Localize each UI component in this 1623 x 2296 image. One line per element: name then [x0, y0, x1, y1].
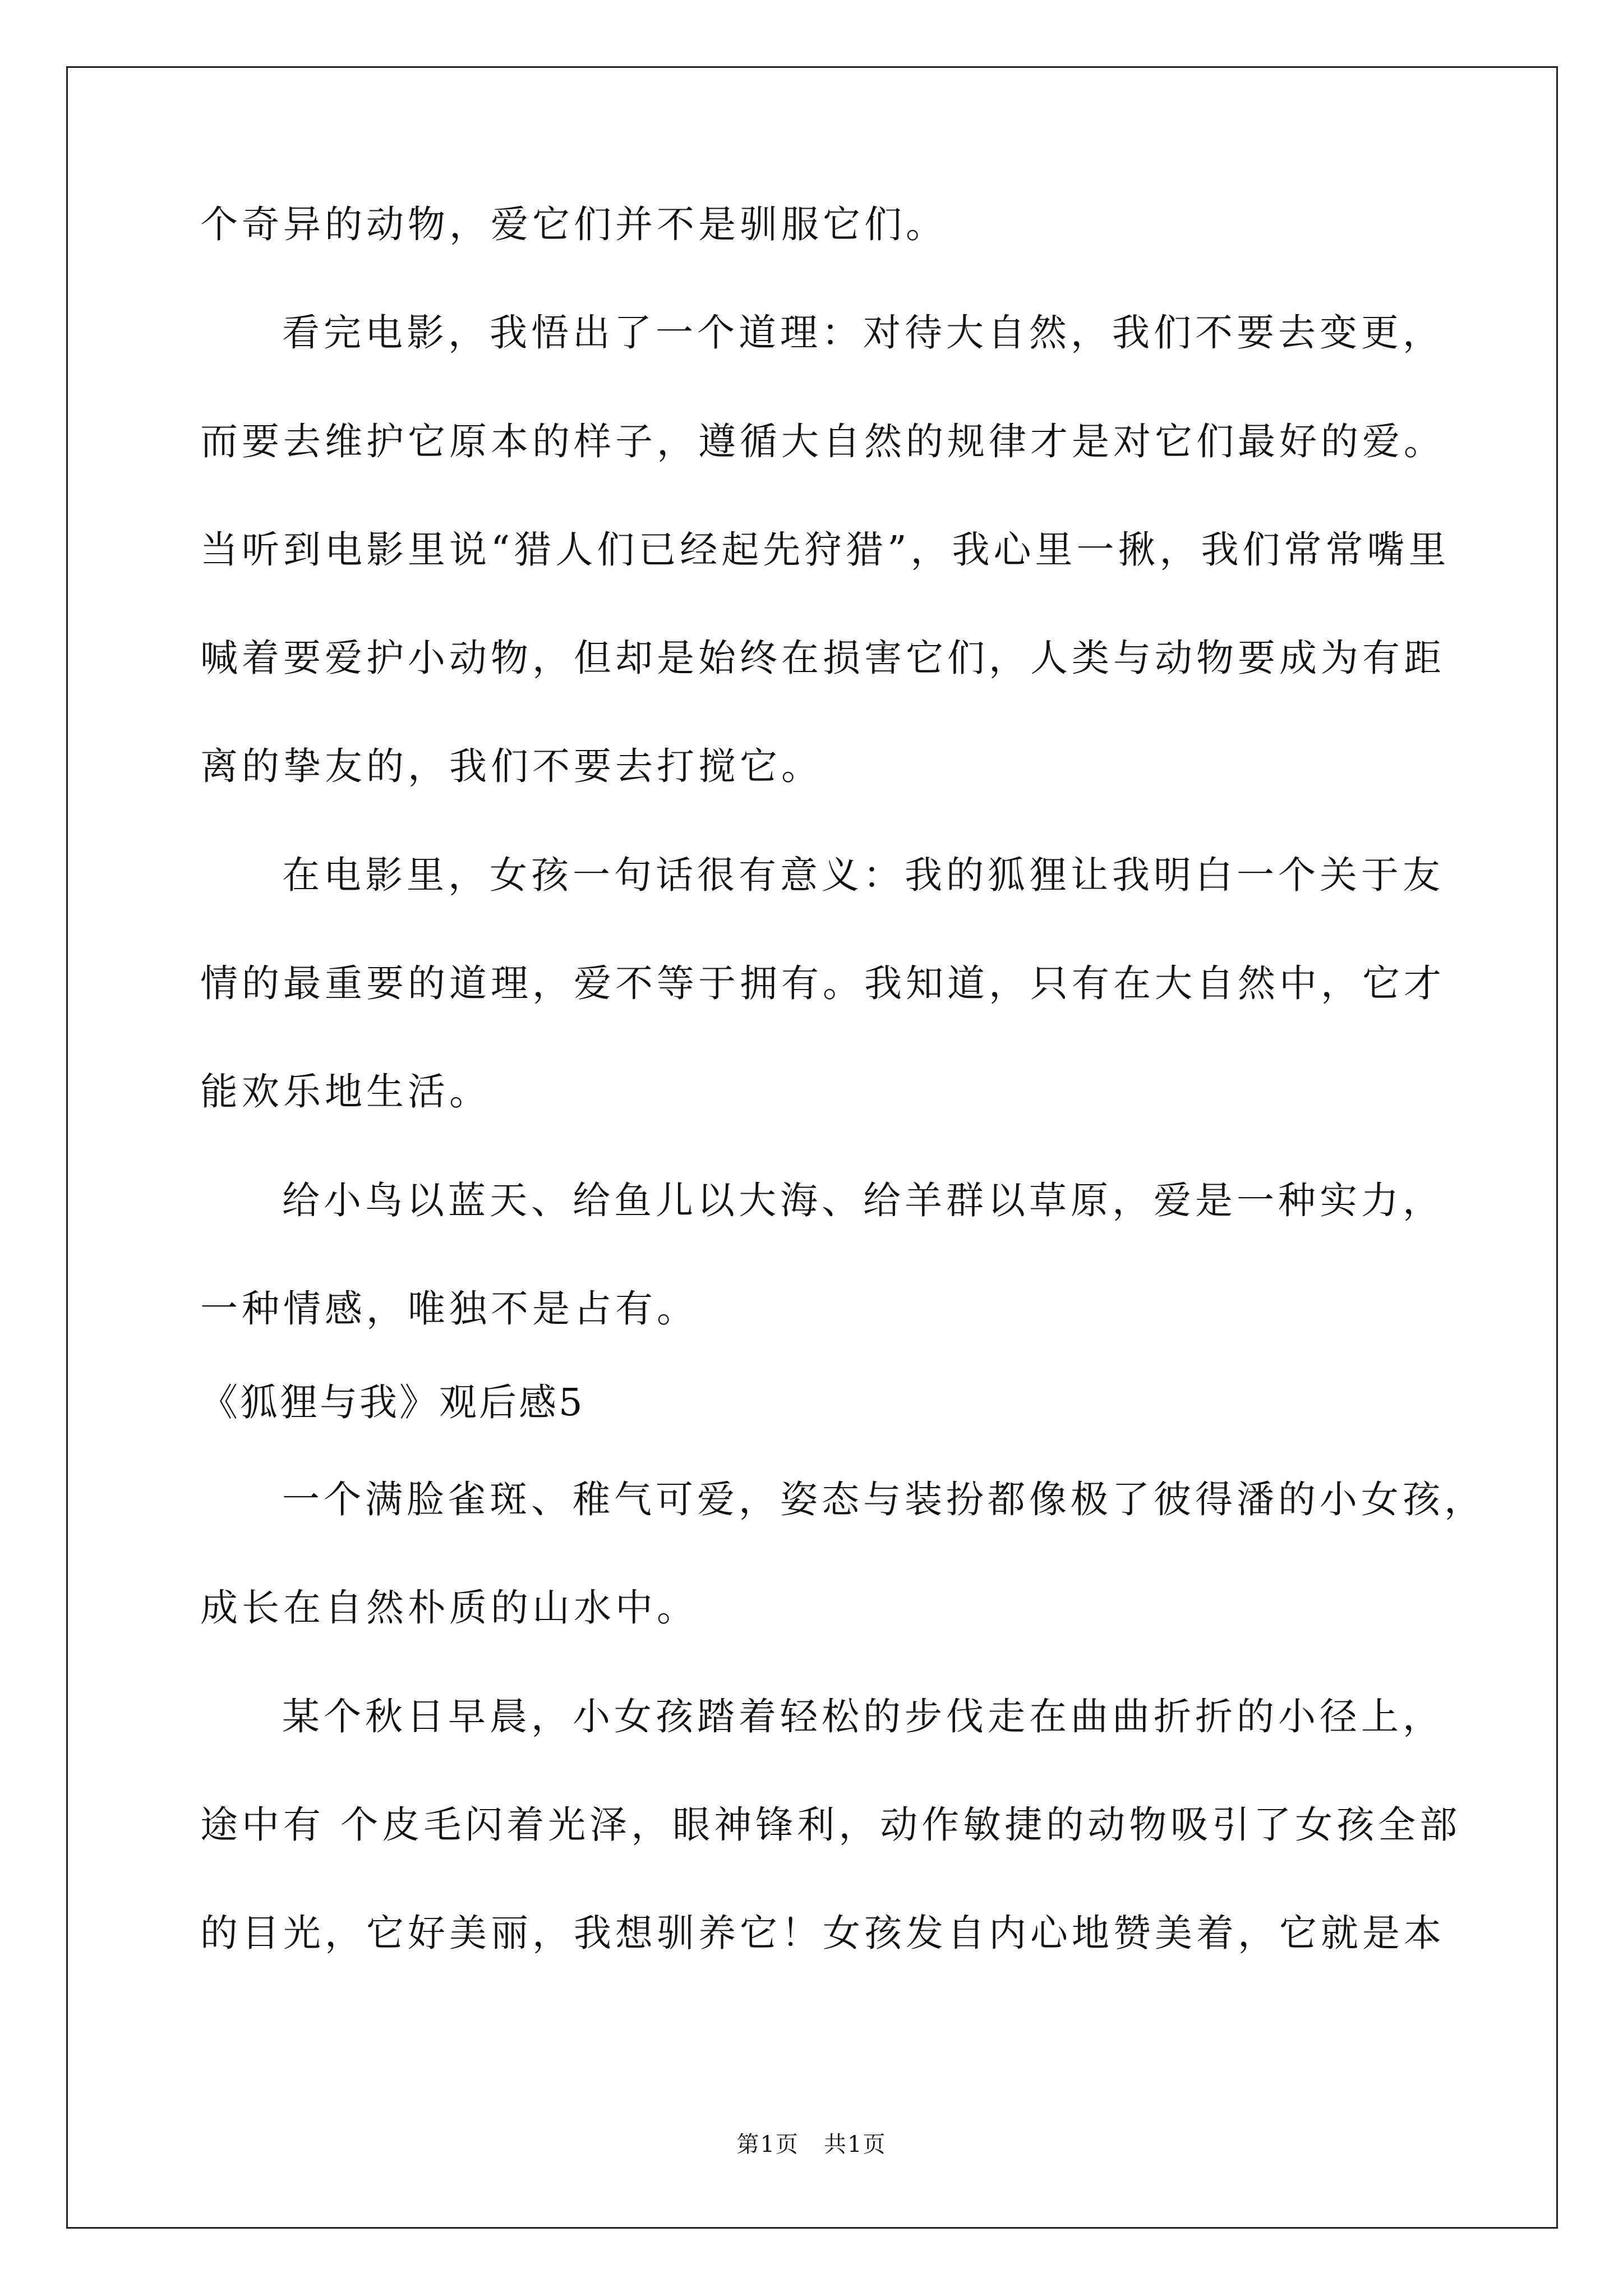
paragraph-start-line: 一个满脸雀斑、稚气可爱，姿态与装扮都像极了彼得潘的小女孩，: [282, 1478, 1486, 1521]
text-line: 途中有 个皮毛闪着光泽，眼神锋利，动作敏捷的动物吸引了女孩全部: [200, 1803, 1461, 1847]
text-line: 成长在自然朴质的山水中。: [200, 1586, 698, 1630]
text-line: 一种情感，唯独不是占有。: [200, 1287, 698, 1331]
text-line: 离的挚友的，我们不要去打搅它。: [200, 744, 823, 788]
section-heading: 《狐狸与我》观后感5: [200, 1381, 585, 1424]
text-line: 而要去维护它原本的样子，遵循大自然的规律才是对它们最好的爱。: [200, 420, 1445, 463]
paragraph-start-line: 在电影里，女孩一句话很有意义：我的狐狸让我明白一个关于友: [282, 853, 1444, 897]
paragraph-start-line: 某个秋日早晨，小女孩踏着轻松的步伐走在曲曲折折的小径上，: [282, 1695, 1444, 1738]
text-line: 喊着要爱护小动物，但却是始终在损害它们，人类与动物要成为有距: [200, 636, 1445, 680]
text-line: 能欢乐地生活。: [200, 1070, 491, 1114]
paragraph-start-line: 看完电影，我悟出了一个道理：对待大自然，我们不要去变更，: [282, 311, 1444, 355]
page-number-footer: 第1页 共1页: [736, 2132, 887, 2157]
text-line: 个奇异的动物，爱它们并不是驯服它们。: [200, 203, 947, 246]
text-line: 当听到电影里说“猎人们已经起先狩猎”，我心里一揪，我们常常嘴里: [200, 528, 1450, 572]
page-border: [66, 66, 1558, 2229]
text-line: 的目光，它好美丽，我想驯养它！女孩发自内心地赞美着，它就是本: [200, 1911, 1445, 1955]
paragraph-start-line: 给小鸟以蓝天、给鱼儿以大海、给羊群以草原，爱是一种实力，: [282, 1179, 1444, 1222]
text-line: 情的最重要的道理，爱不等于拥有。我知道，只有在大自然中，它才: [200, 961, 1445, 1005]
